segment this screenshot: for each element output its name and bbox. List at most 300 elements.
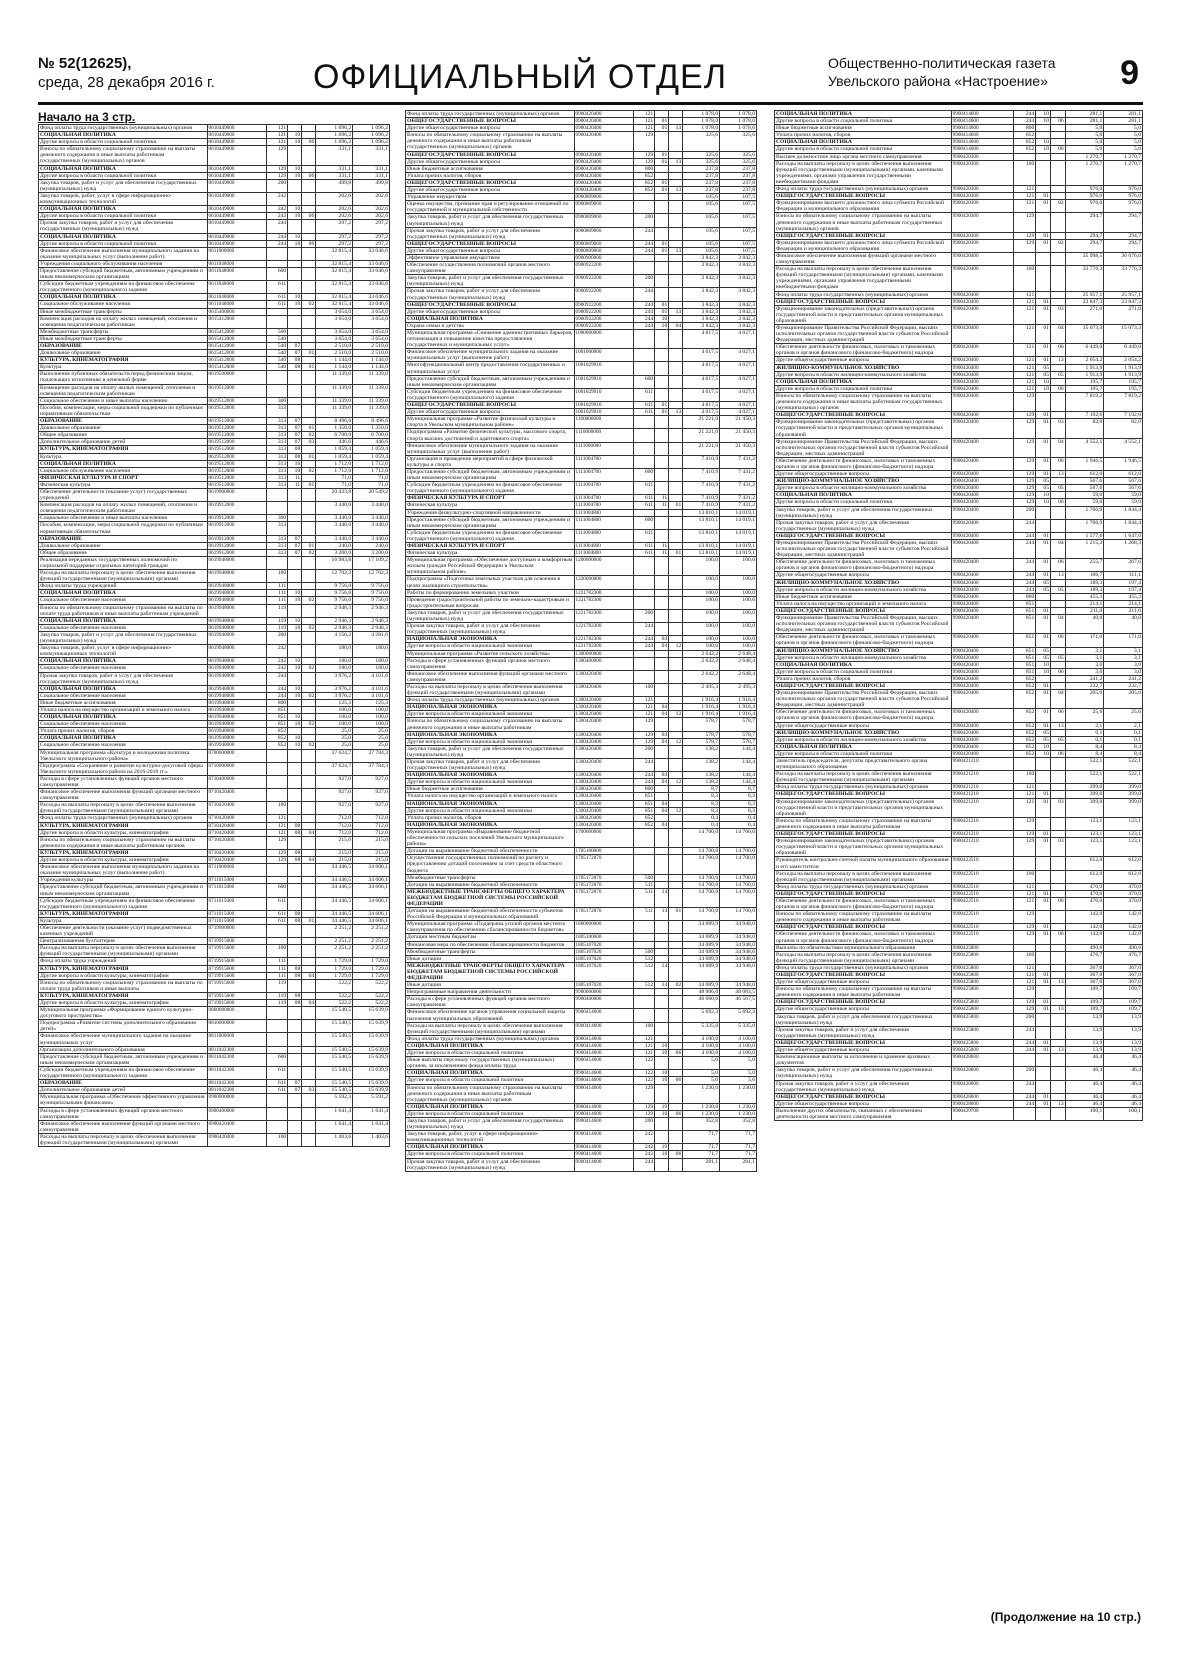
row-expense-type: 121 [1014, 186, 1036, 193]
row-name: Расходы на выплаты персоналу в целях обеспечения выполнения функций государственными (муниципальными) органами [39, 802, 208, 815]
table-row [775, 364, 1143, 371]
row-amount-2017: 25,0 [316, 742, 353, 749]
row-code: 9900420400 [951, 690, 1014, 709]
table-row [406, 772, 757, 779]
row-section: 07 [288, 549, 302, 556]
row-amount-2017: 37 624,7 [316, 749, 353, 762]
table-row [775, 471, 1143, 478]
row-section: 01 [1036, 607, 1051, 614]
row-amount-2017: 927,0 [316, 789, 353, 802]
row-subsection: 04 [1050, 438, 1065, 457]
row-subsection [1050, 607, 1065, 614]
row-expense-type [267, 775, 288, 788]
table-row [775, 600, 1143, 607]
row-expense-type [267, 308, 288, 315]
row-code: 0615412000 [207, 357, 267, 364]
row-section [288, 877, 302, 884]
row-code: 0710420400 [207, 822, 267, 829]
row-amount-2018: 5,0 [1104, 146, 1143, 153]
row-amount-2018: 3 842,3 [720, 275, 757, 288]
row-section: 10 [1036, 743, 1051, 750]
row-code: 9900421210 [951, 771, 1014, 784]
row-amount-2018: 237,8 [720, 179, 757, 186]
row-amount-2018: 202,6 [353, 213, 390, 220]
row-subsection [302, 815, 316, 822]
row-expense-type: 244 [267, 240, 288, 247]
row-subsection: 02 [302, 432, 316, 439]
row-code: 1300400000 [574, 657, 634, 670]
row-expense-type: 244 [267, 692, 288, 699]
row-name: СОЦИАЛЬНАЯ ПОЛИТИКА [39, 735, 208, 742]
row-section [288, 146, 302, 165]
row-amount-2017: 1 059,4 [316, 453, 353, 460]
row-name: КУЛЬТУРА, КИНЕМАТОГРАФИЯ [39, 965, 208, 972]
row-expense-type: 121 [267, 829, 288, 836]
row-section: 01 [1036, 1039, 1051, 1046]
table-row [406, 322, 757, 329]
issue-number: № 52(12625), [38, 55, 132, 72]
row-expense-type: 121 [267, 815, 288, 822]
table-row [775, 132, 1143, 139]
row-code: 0710000000 [207, 762, 267, 775]
row-name: Социальное обслуживание населения [39, 467, 208, 474]
row-amount-2017: 125,3 [316, 699, 353, 706]
row-expense-type: 129 [1014, 492, 1036, 499]
row-name: Другие общегосударственные вопросы [775, 1006, 952, 1013]
row-subsection [1050, 911, 1065, 924]
table-row [775, 870, 1143, 883]
row-code: 0900809060 [574, 201, 634, 214]
row-subsection [1050, 186, 1065, 193]
row-section: 01 [1036, 831, 1051, 838]
row-code: 9900420400 [951, 743, 1014, 750]
table-row [775, 438, 1143, 457]
row-code: 0610449000 [207, 220, 267, 233]
row-code: 1111004800 [574, 509, 634, 516]
row-code: 1705172870 [574, 874, 634, 881]
table-row [775, 857, 1143, 870]
row-expense-type: 800 [1014, 125, 1036, 132]
row-amount-2018: 46 567,5 [720, 996, 757, 1009]
row-expense-type: 852 [634, 172, 655, 179]
row-name: Обеспечение деятельности финансовых, налоговых и таможенных органов и органов финансового (финансово-бюджетного) надзора [775, 897, 952, 910]
row-code: 9900414600 [574, 1009, 634, 1022]
row-subsection [669, 1117, 683, 1130]
row-code: 9900420400 [951, 600, 1014, 607]
row-expense-type: 852 [1014, 139, 1036, 146]
row-subsection: 13 [1050, 357, 1065, 364]
row-expense-type: 129 [1014, 419, 1036, 438]
row-subsection [669, 132, 683, 151]
row-amount-2017: 1 078,0 [683, 125, 720, 132]
row-section [1036, 1107, 1051, 1120]
row-amount-2017: 11 339,0 [316, 397, 353, 404]
row-code: 0800000000 [207, 1007, 267, 1020]
row-amount-2018: 33 046,6 [353, 267, 390, 280]
row-section [1036, 186, 1051, 193]
row-name: Функционирование Правительства Российской Федерации, высших исполнительных органов государственной власти субъектов Российской Федерации, местных администраций [775, 540, 952, 559]
row-code: 9900420400 [951, 344, 1014, 357]
row-subsection: 12 [669, 779, 683, 786]
row-amount-2017: 46,4 [1065, 1100, 1104, 1107]
row-amount-2017: 105,6 [683, 201, 720, 214]
row-amount-2017: 2 054,2 [1065, 357, 1104, 364]
row-amount-2018: 4 027,1 [720, 349, 757, 362]
row-section [655, 111, 669, 118]
row-section [1036, 132, 1051, 139]
row-amount-2018: 197,4 [1104, 586, 1143, 593]
row-subsection: 04 [1050, 540, 1065, 559]
table-row [406, 576, 757, 589]
table-row [406, 151, 757, 158]
row-section: 10 [288, 139, 302, 146]
row-code: 9900422510 [951, 931, 1014, 944]
row-amount-2018: 2 495,3 [720, 683, 757, 696]
row-amount-2017: 71,7 [683, 1151, 720, 1158]
row-amount-2018: 522,2 [353, 1000, 390, 1007]
row-section [288, 789, 302, 802]
row-section [288, 897, 302, 910]
row-amount-2017: 1 078,0 [683, 111, 720, 118]
row-section: 01 [1036, 999, 1051, 1006]
row-amount-2017: 4 552,1 [1065, 438, 1104, 457]
row-expense-type: 121 [1014, 385, 1036, 392]
row-amount-2017: 578,7 [683, 731, 720, 738]
row-section [288, 1033, 302, 1046]
row-amount-2018: 3 842,3 [720, 262, 757, 275]
row-section [288, 404, 302, 417]
row-section [288, 672, 302, 685]
row-section: 10 [288, 624, 302, 631]
row-code: 0900420400 [574, 151, 634, 158]
row-section: 08 [288, 857, 302, 864]
row-code: 9900420400 [951, 729, 1014, 736]
row-amount-2018: 1 729,0 [353, 965, 390, 972]
row-expense-type: 851 [267, 721, 288, 728]
row-subsection [1050, 1067, 1065, 1080]
row-amount-2017: 189,3 [1065, 586, 1104, 593]
row-code: 1221782300 [574, 609, 634, 622]
row-section: 01 [1036, 1047, 1051, 1054]
row-code: 0619512000 [207, 384, 267, 397]
row-section [655, 921, 669, 934]
row-amount-2018: 142,0 [1104, 924, 1143, 931]
row-amount-2018: 4 100,0 [720, 1050, 757, 1057]
row-subsection: 02 [302, 721, 316, 728]
row-name: Дотации на выравнивание бюджетной обеспеченности [406, 881, 575, 888]
row-subsection [302, 294, 316, 301]
row-amount-2018: 71,0 [353, 474, 390, 481]
table-row [775, 1080, 1143, 1093]
table-row [406, 1144, 757, 1151]
row-name: Подпрограмма «Сохранение и развитие культурно-досуговой сферы Увельского муниципального района на 2016-2018 гг.» [39, 762, 208, 775]
table-row [406, 848, 757, 855]
row-code: 1300420400 [574, 807, 634, 814]
row-code: 9900420400 [951, 540, 1014, 559]
table-row [406, 738, 757, 745]
row-section [655, 814, 669, 821]
row-expense-type: 611 [634, 529, 655, 542]
row-amount-2018: 21 450,3 [720, 429, 757, 442]
row-expense-type: 129 [1014, 412, 1036, 419]
row-expense-type: 244 [1014, 586, 1036, 593]
row-name: Другие вопросы в области социальной политики [39, 139, 208, 146]
row-code: 9900425800 [951, 999, 1014, 1006]
row-amount-2018: 1 078,0 [720, 125, 757, 132]
row-code: 9900421210 [951, 831, 1014, 838]
row-amount-2017: 522,2 [316, 979, 353, 992]
row-amount-2017: 470,0 [1065, 890, 1104, 897]
row-name: Другие общегосударственные вопросы [406, 247, 575, 254]
row-amount-2018: 11 339,0 [353, 384, 390, 397]
row-subsection [1050, 600, 1065, 607]
row-name: ЖИЛИЩНО-КОММУНАЛЬНОЕ ХОЗЯЙСТВО [775, 579, 952, 586]
row-subsection [302, 714, 316, 721]
row-section [288, 1094, 302, 1107]
row-name: Компенсационные выплаты за исполнение и хранение архивных документов [775, 1054, 952, 1067]
row-section: 10 [288, 714, 302, 721]
row-expense-type: 129 [1014, 931, 1036, 944]
row-amount-2018: 927,0 [353, 775, 390, 788]
row-name: Компенсация расходов на оплату жилых помещений, отопления и освещения педагогическим работникам [39, 502, 208, 515]
table-row [406, 948, 757, 955]
row-name: МЕЖБЮДЖЕТНЫЕ ТРАНСФЕРТЫ ОБЩЕГО ХАРАКТЕРА БЮДЖЕТАМ БЮДЖЕТНОЙ СИСТЕМЫ РОССИЙСКОЙ ФЕДЕРАЦИИ [406, 888, 575, 907]
row-amount-2018: 4 027,1 [720, 409, 757, 416]
row-code: 0700000000 [207, 749, 267, 762]
row-amount-2018: 522,1 [1104, 771, 1143, 784]
row-name: Обеспечение деятельности финансовых, налоговых и таможенных органов и органов финансового (финансово-бюджетного) надзора [775, 457, 952, 470]
row-amount-2018: 34 948,0 [720, 962, 757, 981]
row-section [288, 192, 302, 205]
row-amount-2018: 144,4 [720, 772, 757, 779]
table-row [39, 822, 390, 829]
row-expense-type: 129 [1014, 499, 1036, 506]
row-code: 0710420400 [207, 857, 267, 864]
row-amount-2017: 4 100,0 [683, 1035, 720, 1042]
table-row [775, 125, 1143, 132]
row-amount-2018: 8,4 [1104, 743, 1143, 750]
row-expense-type: 129 [1014, 831, 1036, 838]
row-name: Социальное обеспечение и иные выплаты населению [39, 397, 208, 404]
row-name: Работы по формированию земельных участков [406, 589, 575, 596]
row-amount-2018: 712,0 [353, 815, 390, 822]
row-code: 1001029910 [574, 402, 634, 409]
table-row [406, 1042, 757, 1049]
table-row [775, 999, 1143, 1006]
row-section [655, 214, 669, 227]
row-code: 0900809060 [574, 240, 634, 247]
row-code: 1221782300 [574, 636, 634, 643]
row-code: 0810000000 [207, 1020, 267, 1033]
row-code: 9900422510 [951, 911, 1014, 924]
table-row [406, 1009, 757, 1022]
row-subsection: 06 [1050, 146, 1065, 153]
row-code: 1111000000 [574, 442, 634, 455]
row-code: 0611000000 [207, 247, 267, 260]
row-section [655, 828, 669, 847]
row-name: Другие вопросы в области национальной экономики [406, 738, 575, 745]
row-code: 9900420400 [951, 419, 1014, 438]
row-amount-2017: 46,4 [1065, 1067, 1104, 1080]
row-section: 05 [1036, 647, 1051, 654]
row-name: Функционирование законодательных (представительных) органов государственной власти и представительных органов муниципальных образований [775, 838, 952, 857]
row-amount-2017: 11 339,0 [316, 404, 353, 417]
table-row [39, 972, 390, 979]
table-row [775, 305, 1143, 324]
row-code: 9900414600 [574, 1084, 634, 1103]
row-expense-type: 611 [267, 1087, 288, 1094]
row-amount-2017: 5,0 [683, 1070, 720, 1077]
row-subsection [302, 474, 316, 481]
row-code: 9900420400 [951, 438, 1014, 457]
row-subsection [302, 979, 316, 992]
row-code: 9900420300 [951, 200, 1014, 213]
row-name: ЖИЛИЩНО-КОММУНАЛЬНОЕ ХОЗЯЙСТВО [775, 364, 952, 371]
row-amount-2017: 3 976,2 [316, 672, 353, 685]
row-amount-2017: 8,4 [1065, 743, 1104, 750]
row-amount-2018: 100,0 [720, 589, 757, 596]
table-row [406, 288, 757, 301]
row-subsection: 06 [669, 1077, 683, 1084]
row-section [655, 375, 669, 388]
table-row [39, 1033, 390, 1046]
row-name: Иные межбюджетные трансферты [39, 308, 208, 315]
row-name: НАЦИОНАЛЬНАЯ ЭКОНОМИКА [406, 821, 575, 828]
row-section: 10 [288, 590, 302, 597]
row-amount-2018: 3 842,3 [720, 308, 757, 315]
table-row [39, 125, 390, 132]
table-row [406, 800, 757, 807]
row-amount-2018: 34 948,0 [720, 948, 757, 955]
row-expense-type: 512 [634, 955, 655, 962]
row-expense-type: 100 [634, 683, 655, 696]
row-amount-2017: 490,6 [1065, 944, 1104, 951]
table-row [406, 409, 757, 416]
row-name: Уплата прочих налогов, сборов [775, 132, 952, 139]
row-code: 0619512000 [207, 432, 267, 439]
row-subsection [1050, 1080, 1065, 1093]
row-amount-2017: 16 983,8 [316, 556, 353, 569]
row-section: 01 [1036, 931, 1051, 944]
row-section [655, 596, 669, 609]
row-name: Расходы в сфере установленных функций органов местного самоуправления [39, 775, 208, 788]
row-amount-2018: 455,3 [1104, 593, 1143, 600]
row-expense-type: 121 [1014, 325, 1036, 344]
row-amount-2018: 202,6 [353, 206, 390, 213]
row-amount-2018: 976,0 [1104, 186, 1143, 193]
row-name: Фонд оплаты труда государственных (муниципальных) органов [406, 697, 575, 704]
row-section: 04 [655, 704, 669, 711]
row-expense-type: 852 [267, 742, 288, 749]
row-code: 1221782300 [574, 596, 634, 609]
row-subsection [669, 111, 683, 118]
row-subsection: 06 [1050, 499, 1065, 506]
row-code: 1110000000 [574, 429, 634, 442]
row-code: 0619512000 [207, 467, 267, 474]
row-amount-2017: 82,0 [1065, 419, 1104, 438]
row-amount-2017: 100,0 [316, 721, 353, 728]
row-code: 9900420400 [951, 519, 1014, 532]
row-section [288, 815, 302, 822]
table-row [775, 647, 1143, 654]
row-code: 9900414600 [951, 132, 1014, 139]
row-amount-2017: 2 495,3 [683, 683, 720, 696]
row-section [288, 1066, 302, 1079]
row-name: Физическая культура [406, 502, 575, 509]
row-code: 0619948000 [207, 742, 267, 749]
row-subsection [1050, 364, 1065, 371]
row-section [655, 529, 669, 542]
row-subsection [302, 992, 316, 999]
row-expense-type: 852 [634, 187, 655, 194]
row-name: Взносы по обязательному социальному страхованию на выплаты денежного содержания и иные выплаты работникам [775, 911, 952, 924]
row-expense-type [267, 260, 288, 267]
row-amount-2018: 490,6 [1104, 944, 1143, 951]
table-row [406, 596, 757, 609]
row-amount-2018: 2 251,2 [353, 938, 390, 945]
row-subsection [302, 617, 316, 624]
table-row [39, 992, 390, 999]
table-row [775, 266, 1143, 291]
row-name: Другие общегосударственные вопросы [775, 1100, 952, 1107]
row-expense-type [267, 247, 288, 260]
row-amount-2017: 331,1 [316, 172, 353, 179]
table-row [406, 1110, 757, 1117]
row-expense-type: 129 [634, 1084, 655, 1103]
row-amount-2018: 470,0 [1104, 897, 1143, 910]
table-row [406, 814, 757, 821]
row-expense-type: 121 [1014, 979, 1036, 986]
row-subsection [302, 1033, 316, 1046]
table-row [39, 404, 390, 417]
row-name: Расходы на выплаты персоналу в целях обеспечения выполнения функций государственными (муниципальными) органами [406, 1022, 575, 1035]
row-section [1036, 593, 1051, 600]
row-subsection [1050, 986, 1065, 999]
row-amount-2017: 180,0 [316, 645, 353, 658]
row-subsection [669, 442, 683, 455]
row-section: 01 [1036, 239, 1051, 252]
row-subsection [669, 589, 683, 596]
row-name: НАЦИОНАЛЬНАЯ ЭКОНОМИКА [406, 772, 575, 779]
row-expense-type [634, 921, 655, 934]
row-subsection: 04 [1050, 615, 1065, 634]
row-section: 01 [1036, 615, 1051, 634]
row-subsection [669, 194, 683, 201]
row-amount-2018: 1 230,0 [720, 1103, 757, 1110]
row-name: Финансовая мера по обеспечению сбалансированности бюджетов [406, 941, 575, 948]
row-amount-2017: 15 540,5 [316, 1020, 353, 1033]
row-name: Другие вопросы в области культуры, кинематографии [39, 857, 208, 864]
row-section [1036, 519, 1051, 532]
row-name: Финансовое обеспечение муниципального задания на оказание муниципальных услуг [39, 1033, 208, 1046]
row-section: 10 [655, 322, 669, 329]
row-subsection [669, 388, 683, 401]
row-amount-2018: 3 842,3 [720, 254, 757, 261]
row-name: Закупка товаров, работ и услуг для обеспечения государственных (муниципальных) нужд [775, 506, 952, 519]
row-subsection [1050, 771, 1065, 784]
table-row [775, 771, 1143, 784]
row-amount-2018: 2 648,4 [720, 657, 757, 670]
table-row [775, 986, 1143, 999]
row-code: 9900425800 [951, 972, 1014, 979]
table-row [775, 1013, 1143, 1026]
row-section: 01 [1036, 357, 1051, 364]
row-amount-2017: 5,0 [1065, 146, 1104, 153]
row-code: 1705100000 [574, 848, 634, 855]
row-name: Централизованная бухгалтерия [39, 938, 208, 945]
issue-date: среда, 28 декабря 2016 г. [38, 74, 215, 91]
row-expense-type: 512 [634, 962, 655, 981]
